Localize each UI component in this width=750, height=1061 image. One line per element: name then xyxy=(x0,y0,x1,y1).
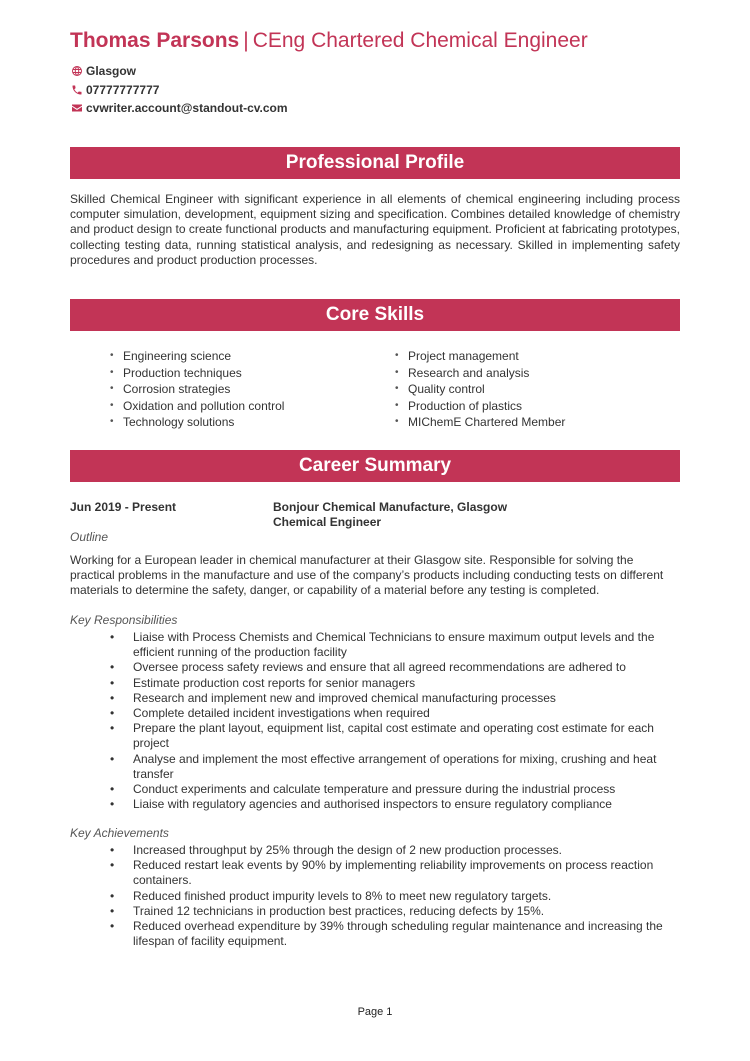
location-text: Glasgow xyxy=(86,64,137,79)
phone-text[interactable]: 07777777777 xyxy=(86,82,160,97)
list-item: • Conduct experiments and calculate temperature and pressure during the industrial process xyxy=(70,782,680,797)
achievements-label: Key Achievements xyxy=(70,826,169,840)
email-text[interactable]: cvwriter.account@standout-cv.com xyxy=(86,101,288,116)
section-heading-skills: Core Skills xyxy=(70,299,680,331)
list-item: • Liaise with regulatory agencies and authorised inspectors to ensure regulatory compliance xyxy=(70,797,680,812)
skill-item: • Production of plastics xyxy=(395,398,680,415)
responsibilities-label: Key Responsibilities xyxy=(70,613,178,627)
candidate-name: Thomas Parsons xyxy=(70,29,240,52)
skill-item: • Engineering science xyxy=(110,348,395,365)
job-role: Chemical Engineer xyxy=(273,515,382,529)
name-line xyxy=(70,28,680,54)
job-dates: Jun 2019 - Present xyxy=(70,500,177,514)
candidate-title: CEng Chartered Chemical Engineer xyxy=(252,29,588,52)
contact-email xyxy=(70,99,288,118)
list-item: • Estimate production cost reports for senior managers xyxy=(70,676,680,691)
outline-label: Outline xyxy=(70,530,109,544)
achievements-list xyxy=(70,843,680,949)
skills-list xyxy=(110,348,680,431)
list-item: • Reduced restart leak events by 90% by implementing reliability improvements on process reaction containers. xyxy=(70,858,680,888)
list-item: • Trained 12 technicians in production best practices, reducing defects by 15%. xyxy=(70,904,680,919)
contact-details xyxy=(70,62,288,118)
globe-icon xyxy=(70,65,83,78)
list-item: • Complete detailed incident investigations when required xyxy=(70,706,680,721)
responsibilities-list xyxy=(70,630,680,812)
envelope-icon xyxy=(70,102,83,115)
page-number: Page 1 xyxy=(357,1006,393,1018)
list-item: • Reduced overhead expenditure by 39% through scheduling regular maintenance and increasing the lifespan of facility equipment. xyxy=(70,919,680,949)
list-item: • Reduced finished product impurity levels to 8% to meet new regulatory targets. xyxy=(70,889,680,904)
skill-item: • Project management xyxy=(395,348,680,365)
skill-item: • Quality control xyxy=(395,381,680,398)
skill-item: • Oxidation and pollution control xyxy=(110,398,395,415)
list-item: • Oversee process safety reviews and ensure that all agreed recommendations are adhered to xyxy=(70,660,680,675)
skill-item: • Research and analysis xyxy=(395,365,680,382)
title-separator: | xyxy=(243,29,249,52)
cv-header xyxy=(70,28,680,54)
skill-item: • Corrosion strategies xyxy=(110,381,395,398)
phone-icon xyxy=(70,83,83,96)
section-heading-career: Career Summary xyxy=(70,450,680,482)
contact-location xyxy=(70,62,288,81)
list-item: • Research and implement new and improved chemical manufacturing processes xyxy=(70,691,680,706)
section-heading-profile: Professional Profile xyxy=(70,147,680,179)
skill-item: • Technology solutions xyxy=(110,414,395,431)
contact-phone xyxy=(70,81,288,100)
skill-item: • MIChemE Chartered Member xyxy=(395,414,680,431)
skills-column-left xyxy=(110,348,395,431)
list-item: • Analyse and implement the most effective arrangement of operations for mixing, crushing and heat transfer xyxy=(70,752,680,782)
list-item: • Liaise with Process Chemists and Chemical Technicians to ensure maximum output levels and the efficient running of the production facility xyxy=(70,630,680,660)
skills-column-right xyxy=(395,348,680,431)
list-item: • Increased throughput by 25% through the design of 2 new production processes. xyxy=(70,843,680,858)
job-organisation xyxy=(273,500,507,530)
skill-item: • Production techniques xyxy=(110,365,395,382)
list-item: • Prepare the plant layout, equipment list, capital cost estimate and operating cost estimate for each project xyxy=(70,721,680,751)
job-company: Bonjour Chemical Manufacture, Glasgow xyxy=(273,500,508,514)
profile-text: Skilled Chemical Engineer with significant experience in all elements of chemical engineering including process computer simulation, development, equipment sizing and specification. Combines detailed knowledge of chemistry and product design to create functional products and manufacturing equipment. Proficient at fabricating prototypes, collecting testing data, running statistical analysis, and redesigning as necessary. Skilled in implementing safety procedures and product production processes. xyxy=(70,192,680,267)
outline-text: Working for a European leader in chemical manufacturer at their Glasgow site. Responsible for solving the practical problems in the manufacture and use of the company’s products including conducting tests on different materials to determine the safety, danger, or capability of a material before any testing is completed. xyxy=(70,553,664,598)
